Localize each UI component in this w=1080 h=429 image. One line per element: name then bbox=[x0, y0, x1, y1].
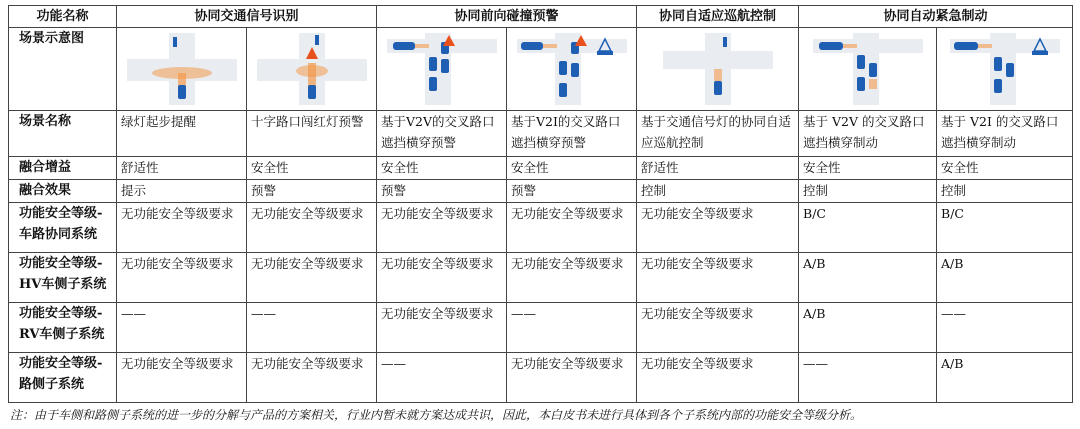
cell: 安全性 bbox=[377, 157, 507, 180]
row-label-fusion-effect: 融合效果 bbox=[9, 180, 117, 203]
cell: 无功能安全等级要求 bbox=[117, 253, 247, 303]
scene-diagram-3 bbox=[377, 28, 507, 111]
cell: 控制 bbox=[937, 180, 1073, 203]
cell: 基于V2V的交叉路口遮挡横穿预警 bbox=[377, 111, 507, 157]
fs-rv-row bbox=[9, 303, 1073, 353]
header-traffic-signal: 协同交通信号识别 bbox=[117, 6, 377, 28]
header-row bbox=[9, 6, 1073, 28]
cell: 无功能安全等级要求 bbox=[117, 353, 247, 403]
fs-road-row bbox=[9, 353, 1073, 403]
cell: 无功能安全等级要求 bbox=[637, 253, 799, 303]
cell: 绿灯起步提醒 bbox=[117, 111, 247, 157]
scene-diagram-5 bbox=[637, 28, 799, 111]
cell: 预警 bbox=[377, 180, 507, 203]
cell: 基于交通信号灯的协同自适应巡航控制 bbox=[637, 111, 799, 157]
scene-diagram-2 bbox=[247, 28, 377, 111]
cell: —— bbox=[117, 303, 247, 353]
cell: 预警 bbox=[247, 180, 377, 203]
cell: A/B bbox=[937, 353, 1073, 403]
fusion-gain-row bbox=[9, 157, 1073, 180]
fusion-effect-row bbox=[9, 180, 1073, 203]
cell: 无功能安全等级要求 bbox=[117, 203, 247, 253]
cell: 安全性 bbox=[247, 157, 377, 180]
cell: 控制 bbox=[799, 180, 937, 203]
car-icon bbox=[954, 42, 978, 50]
traffic-light-icon bbox=[723, 37, 727, 47]
scene-name-row bbox=[9, 111, 1073, 157]
scene-diagram-1 bbox=[117, 28, 247, 111]
car-icon bbox=[178, 85, 186, 99]
cell: A/B bbox=[937, 253, 1073, 303]
cell: 无功能安全等级要求 bbox=[247, 353, 377, 403]
cell: 无功能安全等级要求 bbox=[377, 253, 507, 303]
row-label-fs-vehicle-road: 功能安全等级-车路协同系统 bbox=[9, 203, 117, 253]
row-label-fs-road: 功能安全等级-路侧子系统 bbox=[9, 353, 117, 403]
cell: 无功能安全等级要求 bbox=[507, 353, 637, 403]
row-label-scene-name: 场景名称 bbox=[9, 111, 117, 157]
cell: A/B bbox=[799, 303, 937, 353]
row-label-fs-hv: 功能安全等级-HV车侧子系统 bbox=[9, 253, 117, 303]
cell: 基于 V2I 的交叉路口遮挡横穿制动 bbox=[937, 111, 1073, 157]
car-icon bbox=[819, 42, 843, 50]
car-icon bbox=[521, 42, 543, 50]
cell: 安全性 bbox=[937, 157, 1073, 180]
cell: 安全性 bbox=[799, 157, 937, 180]
cell: 无功能安全等级要求 bbox=[637, 353, 799, 403]
cell: 舒适性 bbox=[637, 157, 799, 180]
fs-hv-row bbox=[9, 253, 1073, 303]
cell: 无功能安全等级要求 bbox=[377, 303, 507, 353]
cell: 无功能安全等级要求 bbox=[377, 203, 507, 253]
cell: 无功能安全等级要求 bbox=[637, 203, 799, 253]
cell: B/C bbox=[799, 203, 937, 253]
function-safety-table bbox=[8, 5, 1073, 403]
cell: 十字路口闯红灯预警 bbox=[247, 111, 377, 157]
traffic-light-icon bbox=[173, 37, 177, 47]
header-forward-collision: 协同前向碰撞预警 bbox=[377, 6, 637, 28]
car-icon bbox=[308, 85, 316, 99]
scene-diagram-4 bbox=[507, 28, 637, 111]
cell: A/B bbox=[799, 253, 937, 303]
cell: 预警 bbox=[507, 180, 637, 203]
scene-diagram-6 bbox=[799, 28, 937, 111]
scene-diagram-row bbox=[9, 28, 1073, 111]
cell: 无功能安全等级要求 bbox=[637, 303, 799, 353]
cell: 无功能安全等级要求 bbox=[507, 253, 637, 303]
cell: —— bbox=[799, 353, 937, 403]
cell: 控制 bbox=[637, 180, 799, 203]
row-label-scene-diagram: 场景示意图 bbox=[9, 28, 117, 111]
cell: 无功能安全等级要求 bbox=[247, 253, 377, 303]
cell: 无功能安全等级要求 bbox=[247, 203, 377, 253]
header-emergency-braking: 协同自动紧急制动 bbox=[799, 6, 1073, 28]
cell: B/C bbox=[937, 203, 1073, 253]
cell: 无功能安全等级要求 bbox=[507, 203, 637, 253]
row-label-fs-rv: 功能安全等级-RV车侧子系统 bbox=[9, 303, 117, 353]
cell: 安全性 bbox=[507, 157, 637, 180]
header-adaptive-cruise: 协同自适应巡航控制 bbox=[637, 6, 799, 28]
cell: —— bbox=[247, 303, 377, 353]
cell: —— bbox=[377, 353, 507, 403]
cell: 舒适性 bbox=[117, 157, 247, 180]
cell: —— bbox=[937, 303, 1073, 353]
header-function-name: 功能名称 bbox=[9, 6, 117, 28]
scene-diagram-7 bbox=[937, 28, 1073, 111]
row-label-fusion-gain: 融合增益 bbox=[9, 157, 117, 180]
car-icon bbox=[714, 81, 722, 95]
cell: 基于V2I的交叉路口遮挡横穿预警 bbox=[507, 111, 637, 157]
traffic-light-icon bbox=[315, 35, 319, 45]
footnote: 注：由于车侧和路侧子系统的进一步的分解与产品的方案相关，行业内暂未就方案达成共识，因此，本白皮书未进行具体到各个子系统内部的功能安全等级分析。 bbox=[10, 408, 863, 422]
cell: —— bbox=[507, 303, 637, 353]
car-icon bbox=[393, 42, 415, 50]
cell: 基于 V2V 的交叉路口遮挡横穿制动 bbox=[799, 111, 937, 157]
fs-vehicle-road-row bbox=[9, 203, 1073, 253]
cell: 提示 bbox=[117, 180, 247, 203]
